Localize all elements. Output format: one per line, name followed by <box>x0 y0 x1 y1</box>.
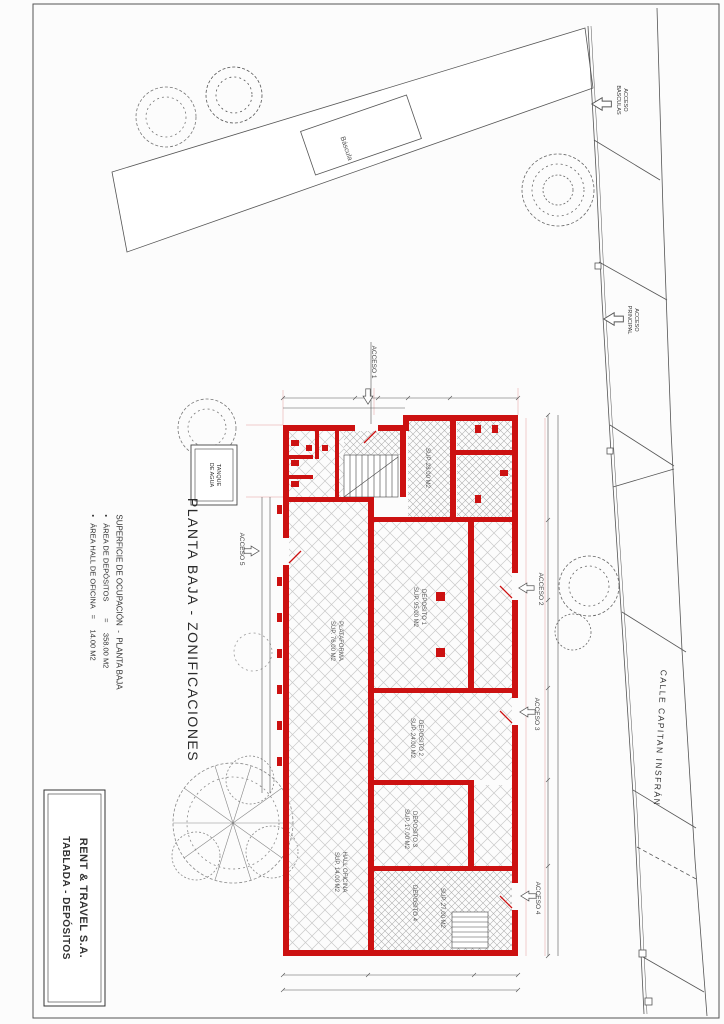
room-hall-oficina-label <box>332 852 348 893</box>
acceso-principal-arrow-icon <box>604 313 624 326</box>
hall-oficina-name: HALL OFICINA <box>341 851 347 893</box>
occupancy-legend <box>87 514 126 689</box>
acceso-4-label: ACCESO 4 <box>534 881 542 915</box>
street <box>588 8 707 1016</box>
project-name: TABLADA - DEPÓSITOS <box>60 836 71 960</box>
plataforma-name: PLATAFORMA <box>337 621 343 661</box>
deposito-3-area: SUP. 17.00 M2 <box>403 809 409 849</box>
acceso-5-arrow-icon <box>244 546 259 556</box>
acceso-basculas-line1: ACCESO <box>622 88 628 112</box>
plan-title: PLANTA BAJA - ZONIFICACIONES <box>184 497 201 763</box>
tree-icon <box>206 67 262 123</box>
acceso-3-label: ACCESO 3 <box>533 697 541 731</box>
acceso-principal-line2: PRINCIPAL <box>626 305 632 335</box>
company-name: RENT & TRAVEL S.A. <box>77 837 89 959</box>
acceso-2-arrow-icon <box>519 583 534 593</box>
bascula-strip <box>112 28 593 252</box>
acceso-basculas-line2: BASCULAS <box>615 85 621 115</box>
deposito-1-area: SUP. 95.00 M2 <box>412 587 418 627</box>
room-deposito-4-name: DEPOSITO 4 <box>411 885 417 921</box>
street-name: CALLE CAPITAN INSFRÁN <box>651 669 669 807</box>
water-tank-label-line1: TANQUE <box>215 463 221 487</box>
room-deposito-1-label <box>411 587 427 627</box>
acceso-5-label: ACCESO 5 <box>238 532 246 566</box>
plataforma-area: SUP. 76.00 M2 <box>329 621 335 661</box>
legend-deposits-area: • ÁREA DE DEPÓSITOS = 358.00 M2 <box>101 514 111 669</box>
room-deposito-2-label <box>408 718 424 758</box>
legend-office-hall-area: • ÁREA HALL DE OFICINA = 14.00 M2 <box>88 514 98 661</box>
deposito-1-name: DEPOSITO 1 <box>420 589 426 625</box>
tree-icon <box>234 633 272 671</box>
tree-icon <box>136 87 196 147</box>
deposito-3-name: DEPOSITO 3 <box>411 811 417 847</box>
bascula-label: Báscula <box>338 135 354 162</box>
acceso-1-label: ACCESO 1 <box>370 345 378 379</box>
deposito-2-name: DEPOSITO 2 <box>417 720 423 756</box>
acceso-2-label: ACCESO 2 <box>537 572 545 606</box>
tree-icon <box>172 756 298 883</box>
room-sala-area: SUP. 28.00 M2 <box>424 448 430 488</box>
legend-heading: SUPERFICIE DE OCUPACIÓN - PLANTA BAJA <box>114 514 124 690</box>
acceso-basculas-arrow-icon <box>592 98 612 111</box>
acceso-principal-line1: ACCESO <box>633 308 639 332</box>
room-plataforma-label <box>328 621 344 661</box>
water-tank-label <box>207 463 221 487</box>
deposito-2-area: SUP. 24.00 M2 <box>409 718 415 758</box>
acceso-basculas-label <box>614 85 628 114</box>
tree-icon <box>522 154 594 226</box>
room-deposito-4-area: SUP. 27.00 M2 <box>439 888 445 928</box>
room-deposito-3-label <box>402 809 418 849</box>
title-block <box>57 836 91 960</box>
hall-oficina-area: SUP. 14.00 M2 <box>333 852 339 892</box>
acceso-principal-label <box>625 306 639 335</box>
acceso-1-arrow-icon <box>363 389 373 404</box>
tree-icon <box>555 556 619 650</box>
water-tank-label-line2: DE AGUA <box>208 462 214 488</box>
